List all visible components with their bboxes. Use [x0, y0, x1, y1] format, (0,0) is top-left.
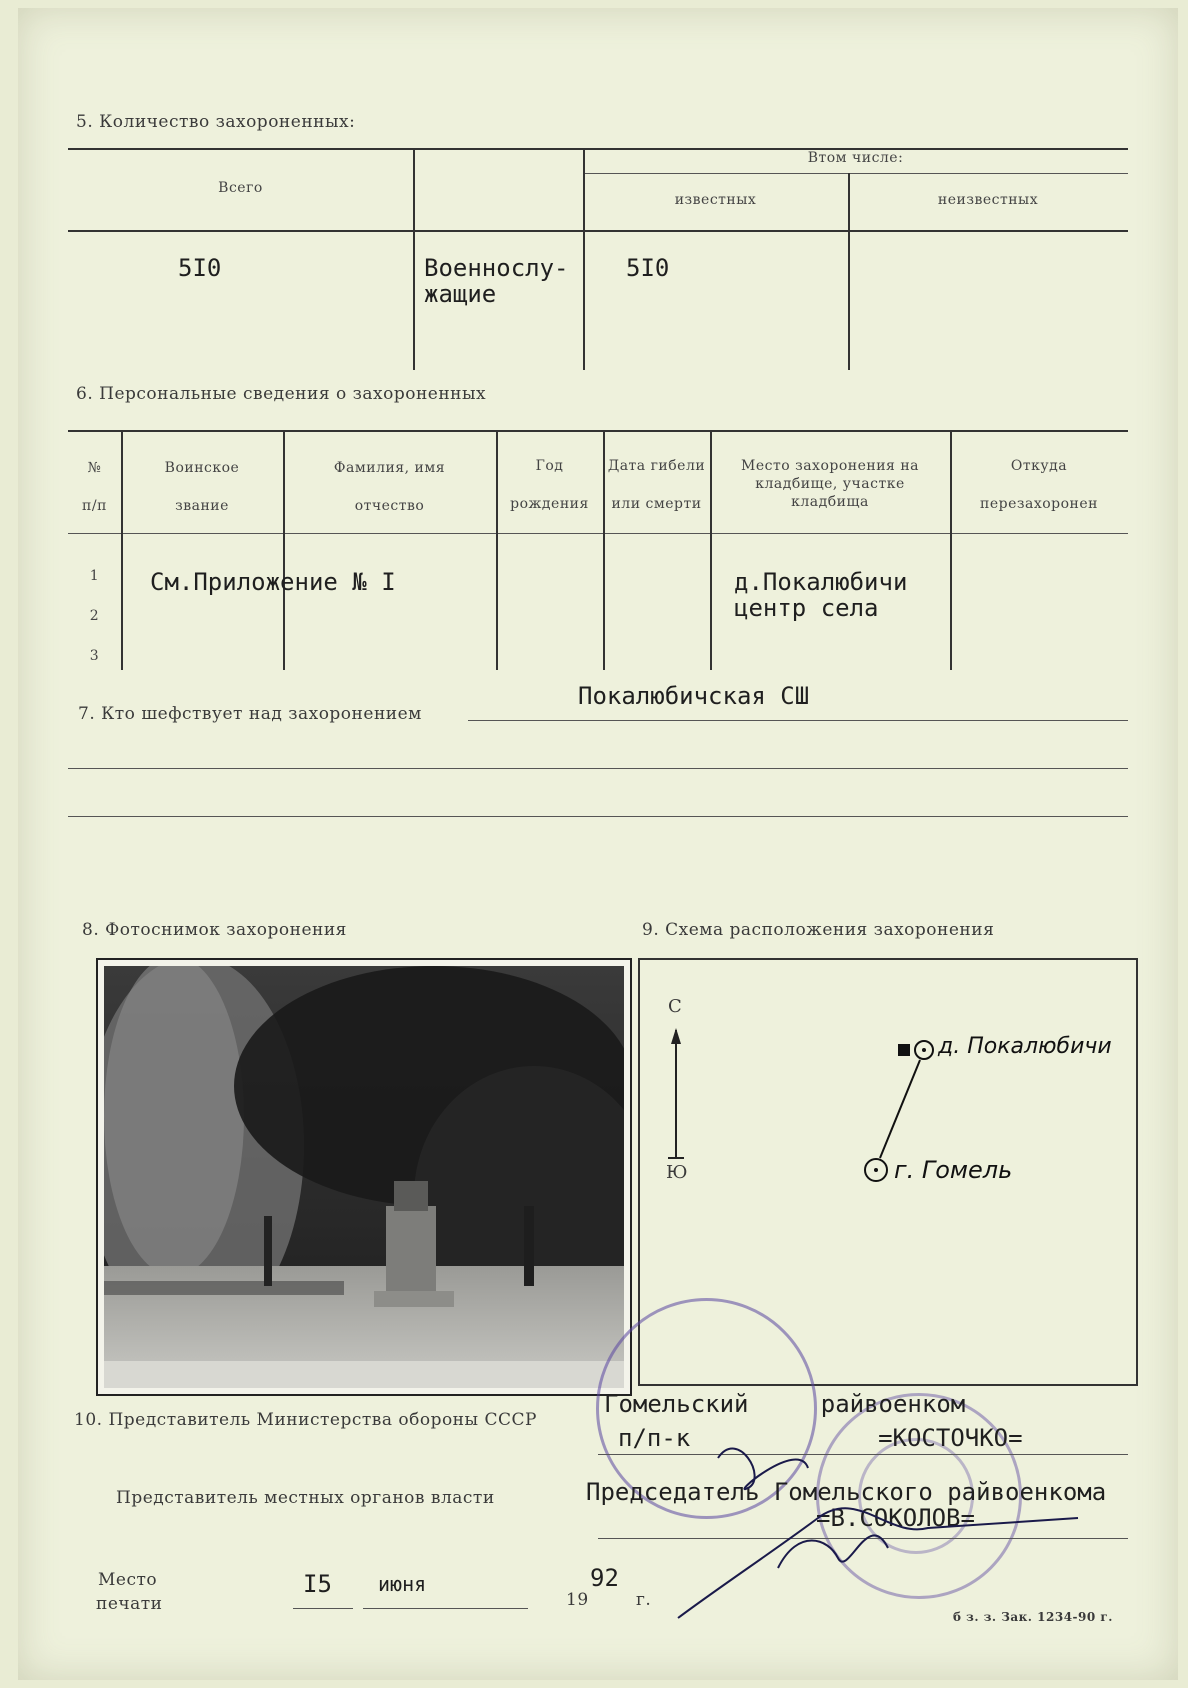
table6-place-line1: д.Покалюбичи	[734, 568, 908, 596]
date-day-underline	[293, 1608, 353, 1609]
document-page	[18, 8, 1178, 1680]
table5-category-line2: жащие	[424, 280, 497, 308]
section6-title: 6. Персональные сведения о захороненных	[76, 384, 487, 404]
table5-header-including: Втом числе:	[807, 150, 904, 166]
section7-blank-line-1	[68, 768, 1128, 769]
table5-header-known: известных	[674, 192, 757, 208]
section7-value: Покалюбичская СШ	[578, 682, 810, 710]
table6-header-bottom	[68, 533, 1128, 534]
section10-value-line2: п/п-к =КОСТОЧКО=	[618, 1424, 1023, 1452]
table5-known-value: 5I0	[626, 254, 670, 282]
local-authority-line1: Председатель Гомельского райвоенкома	[586, 1478, 1107, 1506]
table5-col-divider-2	[583, 148, 585, 370]
section9-title: 9. Схема расположения захоронения	[642, 920, 995, 940]
table5-total-value: 5I0	[178, 254, 222, 282]
table6-place-line2: центр села	[734, 594, 879, 622]
signature-scribble	[658, 1418, 1118, 1628]
grave-photo	[98, 960, 630, 1394]
table6-row-num-1: 1	[89, 568, 100, 584]
table6-header-from-2: перезахоронен	[979, 496, 1098, 512]
date-year-prefix: 19	[566, 1590, 589, 1610]
date-day: I5	[303, 1570, 332, 1598]
local-authority-label: Представитель местных органов власти	[116, 1488, 495, 1508]
table6-header-name-1: Фамилия, имя	[333, 460, 446, 476]
date-year-mark: г.	[636, 1590, 652, 1610]
table6-header-place-2: кладбище, участке	[755, 476, 905, 492]
table6-header-rank-1: Воинское	[164, 460, 240, 476]
date-month-underline	[363, 1608, 528, 1609]
seal-place-label-1: Место	[98, 1570, 158, 1590]
seal-place-label-2: печати	[96, 1594, 163, 1614]
section10-value-line1: Гомельский райвоенком	[604, 1390, 966, 1418]
section7-blank-line-2	[68, 816, 1128, 817]
table6-row-num-3: 3	[89, 648, 100, 664]
table6-header-place-1: Место захоронения на	[740, 458, 920, 474]
table6-header-from-1: Откуда	[1010, 458, 1068, 474]
table6-header-num-1: №	[87, 460, 102, 476]
section7-underline	[468, 720, 1128, 721]
table6-row-num-2: 2	[89, 608, 100, 624]
scheme-north-label: С	[668, 996, 683, 1017]
scheme-south-label: Ю	[666, 1162, 688, 1183]
table5-header-unknown: неизвестных	[937, 192, 1039, 208]
date-month: июня	[378, 1572, 427, 1596]
table6-header-place-3: кладбища	[791, 494, 869, 510]
printer-mark: б з. з. Зак. 1234-90 г.	[953, 1610, 1113, 1624]
table6-note: См.Приложение № I	[150, 568, 396, 596]
table5-header-bottom	[68, 230, 1128, 232]
table6-header-rank-2: звание	[175, 498, 229, 514]
table5-header-total: Всего	[218, 180, 263, 196]
scheme-village-label: д. Покалюбичи	[938, 1034, 1112, 1059]
table5-col-divider-1	[413, 148, 415, 370]
scheme-city-label: г. Гомель	[894, 1156, 1013, 1184]
table5-subheader-line	[583, 173, 1128, 174]
table6-header-date-2: или смерти	[611, 496, 702, 512]
table6-top-border	[68, 430, 1128, 432]
table5-category-line1: Военнослу-	[424, 254, 569, 282]
grave-photo-image	[104, 966, 624, 1388]
local-authority-line2: =В.СОКОЛОВ=	[816, 1504, 975, 1532]
table6-header-name-2: отчество	[354, 498, 425, 514]
section8-title: 8. Фотоснимок захоронения	[82, 920, 347, 940]
section10-label: 10. Представитель Министерства обороны СССР	[74, 1410, 537, 1430]
table6-header-year-2: рождения	[510, 496, 589, 512]
table6-header-num-2: п/п	[82, 498, 107, 514]
section7-label: 7. Кто шефствует над захоронением	[78, 704, 422, 724]
date-year-suffix: 92	[590, 1564, 619, 1592]
section5-title: 5. Количество захороненных:	[76, 112, 356, 132]
table6-header-date-1: Дата гибели	[607, 458, 706, 474]
table6-header-year-1: Год	[535, 458, 564, 474]
